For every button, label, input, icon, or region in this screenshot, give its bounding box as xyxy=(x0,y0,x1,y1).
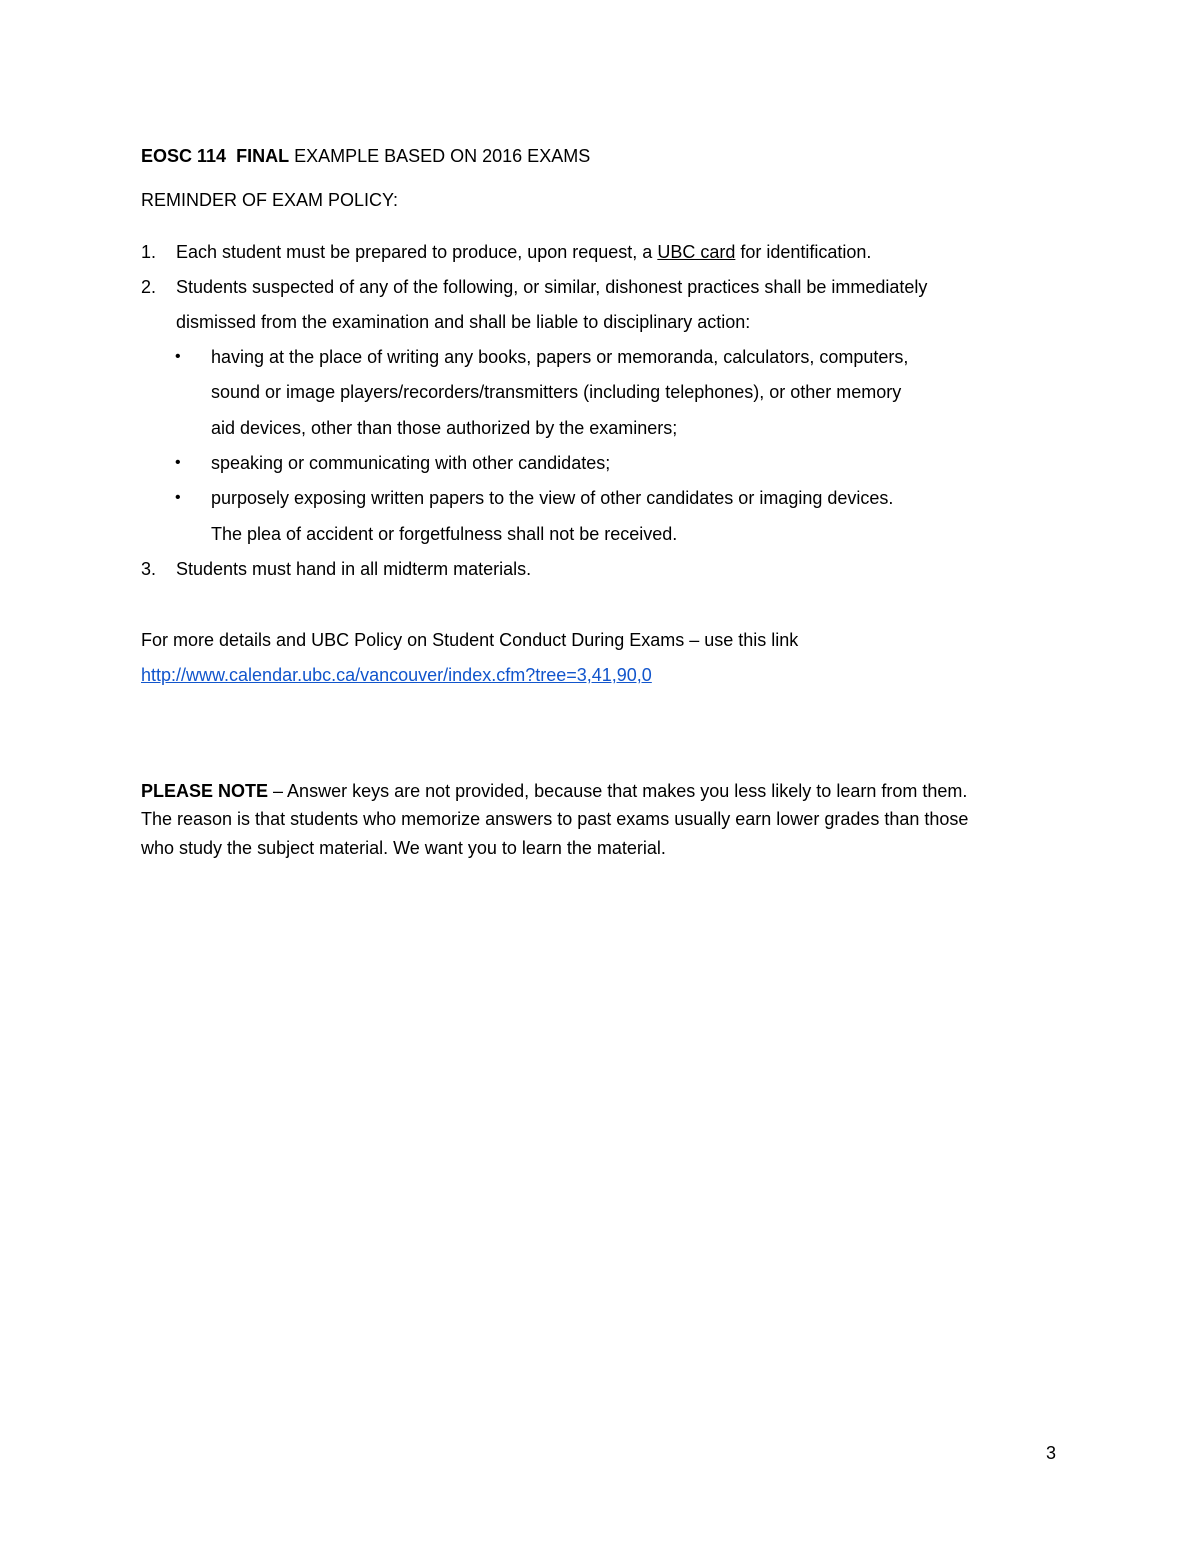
policy-item-1 xyxy=(176,240,871,264)
bullet-3-line-2: The plea of accident or forgetfulness shall not be received. xyxy=(211,524,678,544)
item-2-line-1: Students suspected of any of the following, or similar, dishonest practices shall be immediately xyxy=(176,277,928,297)
item-3-text: Students must hand in all midterm materials. xyxy=(176,559,532,579)
note-line-2: The reason is that students who memorize answers to past exams usually earn lower grades than those xyxy=(141,809,969,829)
bullet-3-line-1: purposely exposing written papers to the view of other candidates or imaging devices. xyxy=(211,488,894,508)
bullet-3-glyph: • xyxy=(175,489,181,506)
note-line-1-text: – Answer keys are not provided, because that makes you less likely to learn from them. xyxy=(268,781,968,801)
page-number: 3 xyxy=(1046,1443,1057,1463)
reminder-title: REMINDER OF EXAM POLICY: xyxy=(141,190,399,210)
note-label: PLEASE NOTE xyxy=(141,781,269,801)
bullet-2-text: speaking or communicating with other candidates; xyxy=(211,453,611,473)
header-rest: EXAMPLE BASED ON 2016 EXAMS xyxy=(289,146,591,166)
ubc-card-text: UBC card xyxy=(657,242,736,262)
ubc-calendar-link[interactable]: http://www.calendar.ubc.ca/vancouver/index.cfm?tree=3,41,90,0 xyxy=(141,665,652,685)
item-3-number: 3. xyxy=(141,559,157,579)
final-label: FINAL xyxy=(236,146,290,166)
bullet-1-glyph: • xyxy=(175,348,181,365)
more-details-text: For more details and UBC Policy on Student Conduct During Exams – use this link xyxy=(141,630,799,650)
bullet-1-line-2: sound or image players/recorders/transmitters (including telephones), or other memory xyxy=(211,382,902,402)
course-code: EOSC 114 xyxy=(141,146,227,166)
bullet-1-line-3: aid devices, other than those authorized by the examiners; xyxy=(211,418,678,438)
bullet-2-glyph: • xyxy=(175,454,181,471)
item-1-after: for identification. xyxy=(735,242,872,262)
item-1-number: 1. xyxy=(141,242,157,262)
note-line-3: who study the subject material. We want you to learn the material. xyxy=(141,838,666,858)
bullet-1-line-1: having at the place of writing any books, papers or memoranda, calculators, computers, xyxy=(211,347,909,367)
item-1-before: Each student must be prepared to produce, upon request, a xyxy=(176,242,658,262)
note-line-1 xyxy=(141,777,967,805)
item-2-line-2: dismissed from the examination and shall be liable to disciplinary action: xyxy=(176,312,751,332)
exam-header xyxy=(141,144,590,168)
item-2-number: 2. xyxy=(141,277,157,297)
